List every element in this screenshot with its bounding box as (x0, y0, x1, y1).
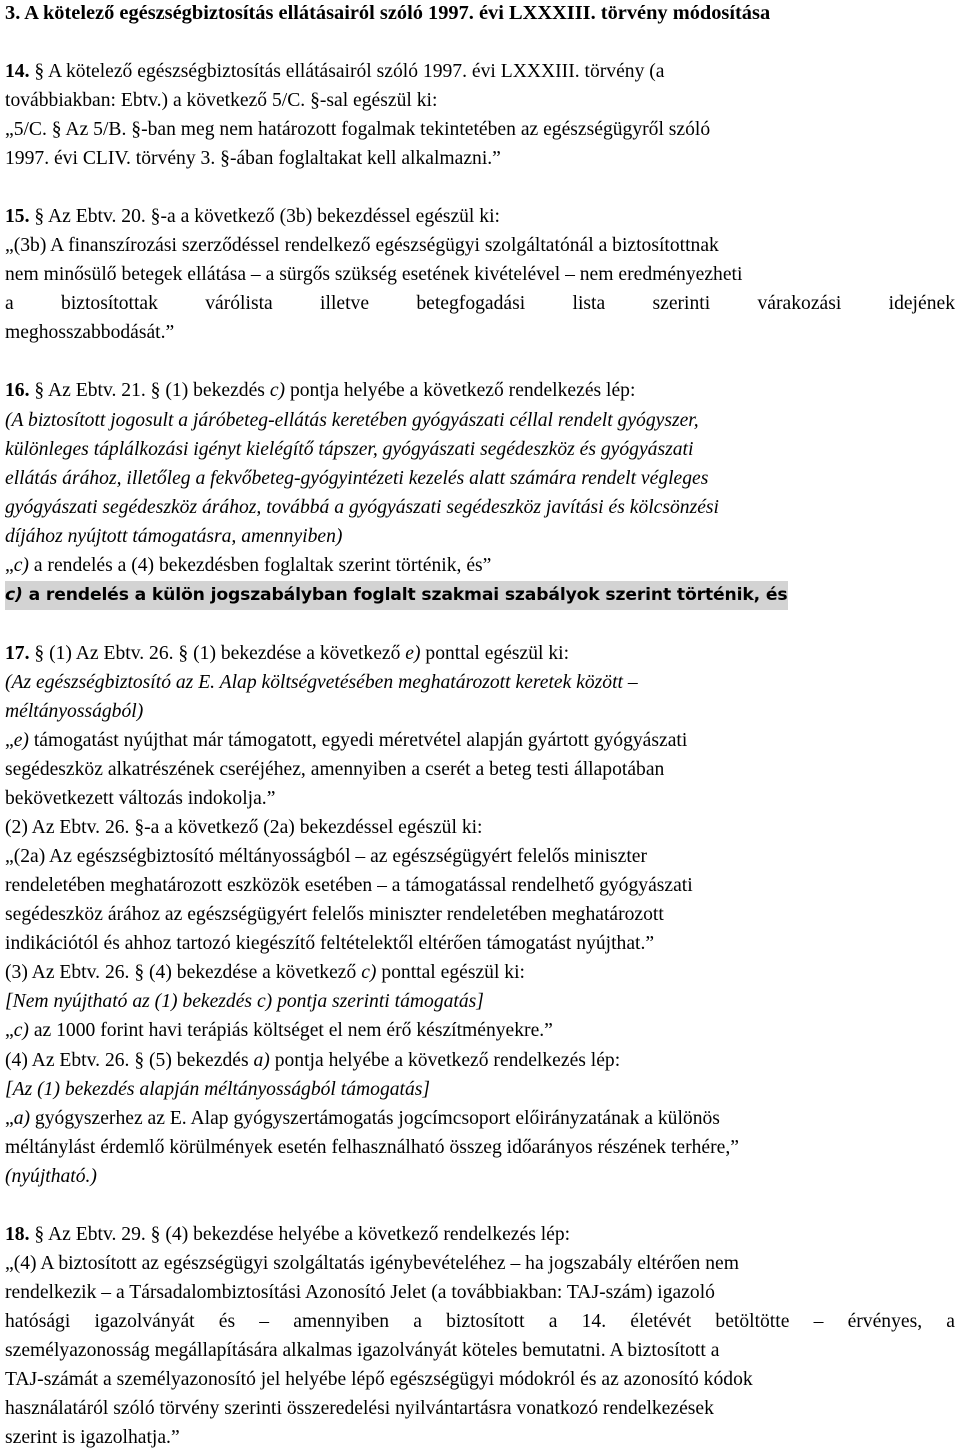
text-line: 17. § (1) Az Ebtv. 26. § (1) bekezdése a következő e) ponttal egészül ki: (5, 642, 570, 664)
text-line: 18. § Az Ebtv. 29. § (4) bekezdése helyébe a következő rendelkezés lép: (5, 1223, 571, 1245)
paragraph-number: 16. (5, 380, 30, 402)
paragraph-14 (5, 57, 955, 173)
italic-line: [Az (1) bekezdés alapján méltányosságból támogatás] (5, 1078, 431, 1100)
spacer (5, 1191, 955, 1220)
text-line: 14. § A kötelező egészségbiztosítás ellátásairól szóló 1997. évi LXXXIII. törvény (a (5, 61, 665, 83)
text-line: bekövetkezett változás indokolja.” (5, 788, 276, 810)
text-line: „5/C. § Az 5/B. §-ban meg nem határozott fogalmak tekintetében az egészségügyről szóló (5, 119, 711, 141)
text-line: meghosszabbodását.” (5, 322, 175, 344)
text-line: (3) Az Ebtv. 26. § (4) bekezdése a következő c) ponttal egészül ki: (5, 962, 525, 984)
text-line: 1997. évi CLIV. törvény 3. §-ában foglaltakat kell alkalmazni.” (5, 148, 501, 170)
text-line: indikációtól és ahhoz tartozó kiegészítő feltételektől eltérően támogatást nyújthat.” (5, 933, 655, 955)
text-line: „(2a) Az egészségbiztosító méltányosságból – az egészségügyért felelős miniszter (5, 846, 648, 868)
text-line: „e) támogatást nyújthat már támogatott, egyedi méretvétel alapján gyártott gyógyászati (5, 729, 688, 751)
italic-line: különleges táplálkozási igényt kielégítő tápszer, gyógyászati segédeszköz és gyógyászati (5, 438, 694, 460)
paragraph-17 (5, 639, 955, 1191)
text-line: 16. § Az Ebtv. 21. § (1) bekezdés c) pontja helyébe a következő rendelkezés lép: (5, 380, 636, 402)
paragraph-number: 17. (5, 642, 30, 664)
text-line: 15. § Az Ebtv. 20. §-a a következő (3b) bekezdéssel egészül ki: (5, 206, 500, 228)
paragraph-15 (5, 202, 955, 347)
text-line: rendelkezik – a Társadalombiztosítási Azonosító Jelet (a továbbiakban: TAJ-szám) igazoló (5, 1281, 715, 1303)
text-line: segédeszköz alkatrészének cseréjéhez, amennyiben a cserét a beteg testi állapotában (5, 759, 665, 781)
text-line: továbbiakban: Ebtv.) a következő 5/C. §-sal egészül ki: (5, 90, 438, 112)
text-line: „(4) A biztosított az egészségügyi szolgáltatás igénybevételéhez – ha jogszabály eltérően nem (5, 1252, 739, 1274)
text-line: szerint is igazolhatja.” (5, 1427, 180, 1449)
highlighted-text: c) a rendelés a külön jogszabályban foglalt szakmai szabályok szerint történik, és (5, 581, 788, 610)
spacer (5, 347, 955, 376)
text-line: (4) Az Ebtv. 26. § (5) bekezdés a) pontja helyébe a következő rendelkezés lép: (5, 1049, 621, 1071)
text-line: használatáról szóló törvény szerinti összeredelési nyilvántartásra vonatkozó rendelkezések (5, 1398, 714, 1420)
spacer (5, 28, 955, 57)
spacer (5, 173, 955, 202)
text-line: rendeletében meghatározott eszközök esetében – a támogatással rendelhető gyógyászati (5, 875, 693, 897)
italic-line: (Az egészségbiztosító az E. Alap költségvetésében meghatározott keretek között – (5, 671, 638, 693)
text-line: személyazonosság megállapítására alkalmas igazolványát köteles bemutatni. A biztosított a (5, 1339, 720, 1361)
italic-line: gyógyászati segédeszköz árához, továbbá a gyógyászati segédeszköz javítási és kölcsönzési (5, 496, 719, 518)
text-line: (2) Az Ebtv. 26. §-a a következő (2a) bekezdéssel egészül ki: (5, 817, 483, 839)
text-line: hatósági igazolványát és – amennyiben a biztosított a 14. életévét betöltötte – érvényes, a (5, 1310, 955, 1332)
italic-line: méltányosságból) (5, 700, 144, 722)
paragraph-number: 18. (5, 1223, 30, 1245)
paragraph-number: 15. (5, 206, 30, 228)
text-line: TAJ-számát a személyazonosító jel helyébe lépő egészségügyi módokról és az azonosító kódok (5, 1368, 753, 1390)
text-line: méltánylást érdemlő körülmények esetén felhasználható összeg időarányos részének terhére,” (5, 1136, 739, 1158)
highlighted-line (5, 580, 955, 610)
italic-line: (nyújtható.) (5, 1165, 97, 1187)
text-line: a biztosítottak várólista illetve betegfogadási lista szerinti várakozási idejének (5, 293, 955, 315)
section-title: 3. A kötelező egészségbiztosítás ellátásairól szóló 1997. évi LXXXIII. törvény módosítása (5, 2, 771, 24)
spacer (5, 610, 955, 639)
text-line: „c) a rendelés a (4) bekezdésben foglaltak szerint történik, és” (5, 554, 492, 576)
italic-line: díjához nyújtott támogatásra, amennyiben) (5, 525, 343, 547)
italic-line: [Nem nyújtható az (1) bekezdés c) pontja szerinti támogatás] (5, 991, 484, 1013)
paragraph-18 (5, 1220, 955, 1452)
paragraph-number: 14. (5, 61, 30, 83)
text-line: „a) gyógyszerhez az E. Alap gyógyszertámogatás jogcímcsoport előirányzatának a különös (5, 1107, 720, 1129)
paragraph-16 (5, 376, 955, 609)
italic-line: (A biztosított jogosult a járóbeteg-ellátás keretében gyógyászati céllal rendelt gyógyszer, (5, 409, 699, 431)
text-line: „(3b) A finanszírozási szerződéssel rendelkező egészségügyi szolgáltatónál a biztosítottnak (5, 235, 719, 257)
text-line: „c) az 1000 forint havi terápiás költséget el nem érő készítményekre.” (5, 1020, 553, 1042)
text-line: segédeszköz árához az egészségügyért felelős miniszter rendeletében meghatározott (5, 904, 664, 926)
italic-line: ellátás árához, illetőleg a fekvőbeteg-gyógyintézeti kezelés alatt számára rendelt végleges (5, 467, 709, 489)
text-line: nem minősülő betegek ellátása – a sürgős szükség esetének kivételével – nem eredményezheti (5, 264, 743, 286)
